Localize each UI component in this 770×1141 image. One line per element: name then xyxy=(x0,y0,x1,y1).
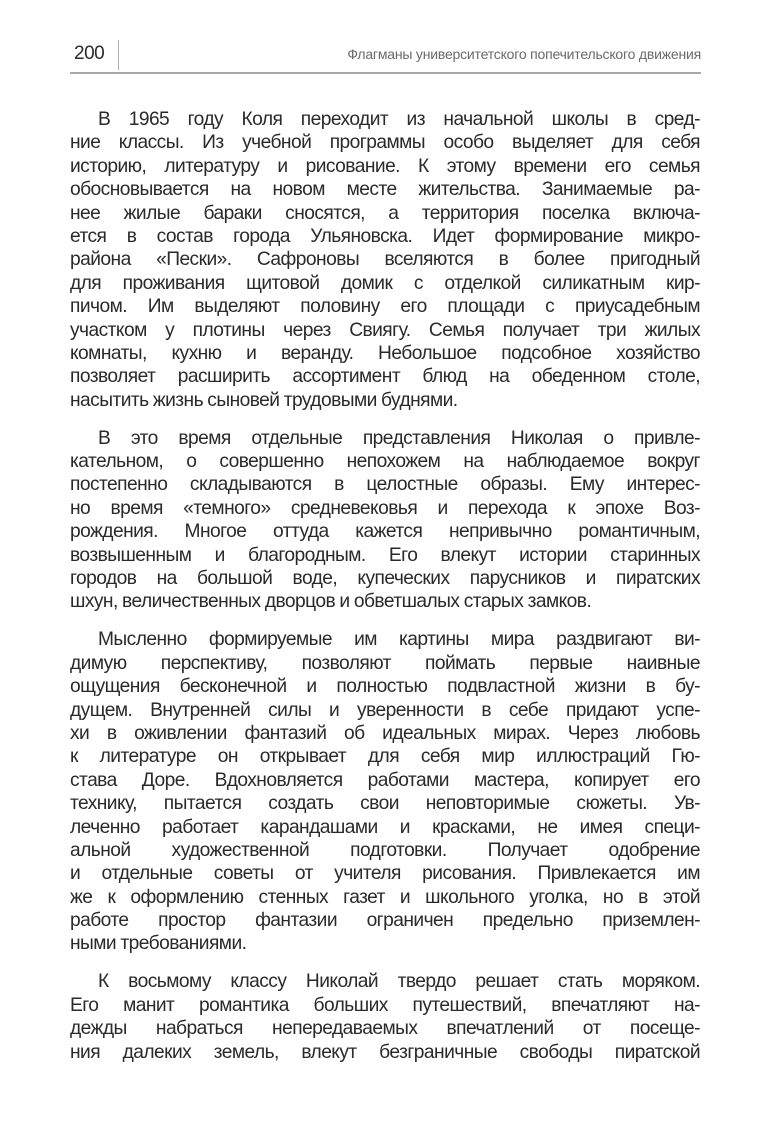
text-line: дежды набраться непередаваемых впечатлений от посеще- xyxy=(70,1018,700,1040)
paragraph xyxy=(70,108,700,412)
text-line: работе простор фантазии ограничен предельно приземлен- xyxy=(70,910,700,932)
text-line: К восьмому классу Николай твердо решает стать моряком. xyxy=(98,971,700,993)
text-line: и отдельные советы от учителя рисования. Привлекается им xyxy=(70,863,700,885)
text-line: Его манит романтика больших путешествий, впечатляют на- xyxy=(70,994,700,1016)
text-line: става Доре. Вдохновляется работами мастера, копирует его xyxy=(70,769,700,791)
text-line: но время «темного» средневековья и перехода к эпохе Воз- xyxy=(70,497,700,519)
paragraph xyxy=(70,427,700,614)
text-line: ния далеких земель, влекут безграничные свободы пиратской xyxy=(70,1041,700,1063)
text-line: ется в состав города Ульяновска. Идет формирование микро- xyxy=(70,225,700,247)
page-header xyxy=(70,38,701,74)
text-line: района «Пески». Сафроновы вселяются в более пригодный xyxy=(70,249,700,271)
text-line: возвышенным и благородным. Его влекут истории старинных xyxy=(70,544,700,566)
paragraph xyxy=(70,628,700,955)
text-line: насытить жизнь сыновей трудовыми буднями. xyxy=(70,389,458,411)
text-line: постепенно складываются в целостные образы. Ему интерес- xyxy=(70,474,700,496)
text-line: обосновывается на новом месте жительства. Занимаемые ра- xyxy=(70,179,700,201)
text-line: леченно работает карандашами и красками, не имея специ- xyxy=(70,816,700,838)
text-line: альной художественной подготовки. Получает одобрение xyxy=(70,839,700,861)
text-line: кательном, о совершенно непохожем на наблюдаемое вокруг xyxy=(70,451,700,473)
text-line: пичом. Им выделяют половину его площади с приусадебным xyxy=(70,296,700,318)
paragraph xyxy=(70,970,700,1064)
text-line: технику, пытается создать свои неповторимые сюжеты. Ув- xyxy=(70,793,700,815)
text-line: же к оформлению стенных газет и школьного уголка, но в этой xyxy=(70,886,700,908)
text-line: нее жилые бараки сносятся, а территория поселка включа- xyxy=(70,202,700,224)
text-line: димую перспективу, позволяют поймать первые наивные xyxy=(70,652,700,674)
text-line: ние классы. Из учебной программы особо выделяет для себя xyxy=(70,132,700,154)
text-line: ощущения бесконечной и полностью подвластной жизни в бу- xyxy=(70,676,700,698)
text-line: В 1965 году Коля переходит из начальной школы в сред- xyxy=(98,109,700,130)
text-line: участком у плотины через Свиягу. Семья получает три жилых xyxy=(70,319,700,341)
page-number: 200 xyxy=(74,43,105,64)
text-line: для проживания щитовой домик с отделкой силикатным кир- xyxy=(70,272,700,294)
text-line: историю, литературу и рисование. К этому времени его семья xyxy=(70,155,700,177)
text-line: рождения. Многое оттуда кажется непривычно романтичным, xyxy=(70,521,700,543)
header-separator xyxy=(118,40,119,70)
text-line: шхун, величественных дворцов и обветшалых старых замков. xyxy=(70,591,592,613)
running-title: Флагманы университетского попечительского движения xyxy=(347,46,701,62)
text-line: В это время отдельные представления Николая о привле- xyxy=(98,427,700,449)
text-line: дущем. Внутренней силы и уверенности в себе придают успе- xyxy=(70,699,700,721)
body-text xyxy=(70,108,700,1079)
text-line: позволяет расширить ассортимент блюд на обеденном столе, xyxy=(70,366,700,388)
text-line: ными требованиями. xyxy=(70,933,247,955)
text-line: Мысленно формируемые им картины мира раздвигают ви- xyxy=(98,629,700,651)
text-line: к литературе он открывает для себя мир иллюстраций Гю- xyxy=(70,746,700,768)
text-line: городов на большой воде, купеческих парусников и пиратских xyxy=(70,568,700,590)
text-line: комнаты, кухню и веранду. Небольшое подсобное хозяйство xyxy=(70,342,700,364)
text-line: хи в оживлении фантазий об идеальных мирах. Через любовь xyxy=(70,722,700,744)
